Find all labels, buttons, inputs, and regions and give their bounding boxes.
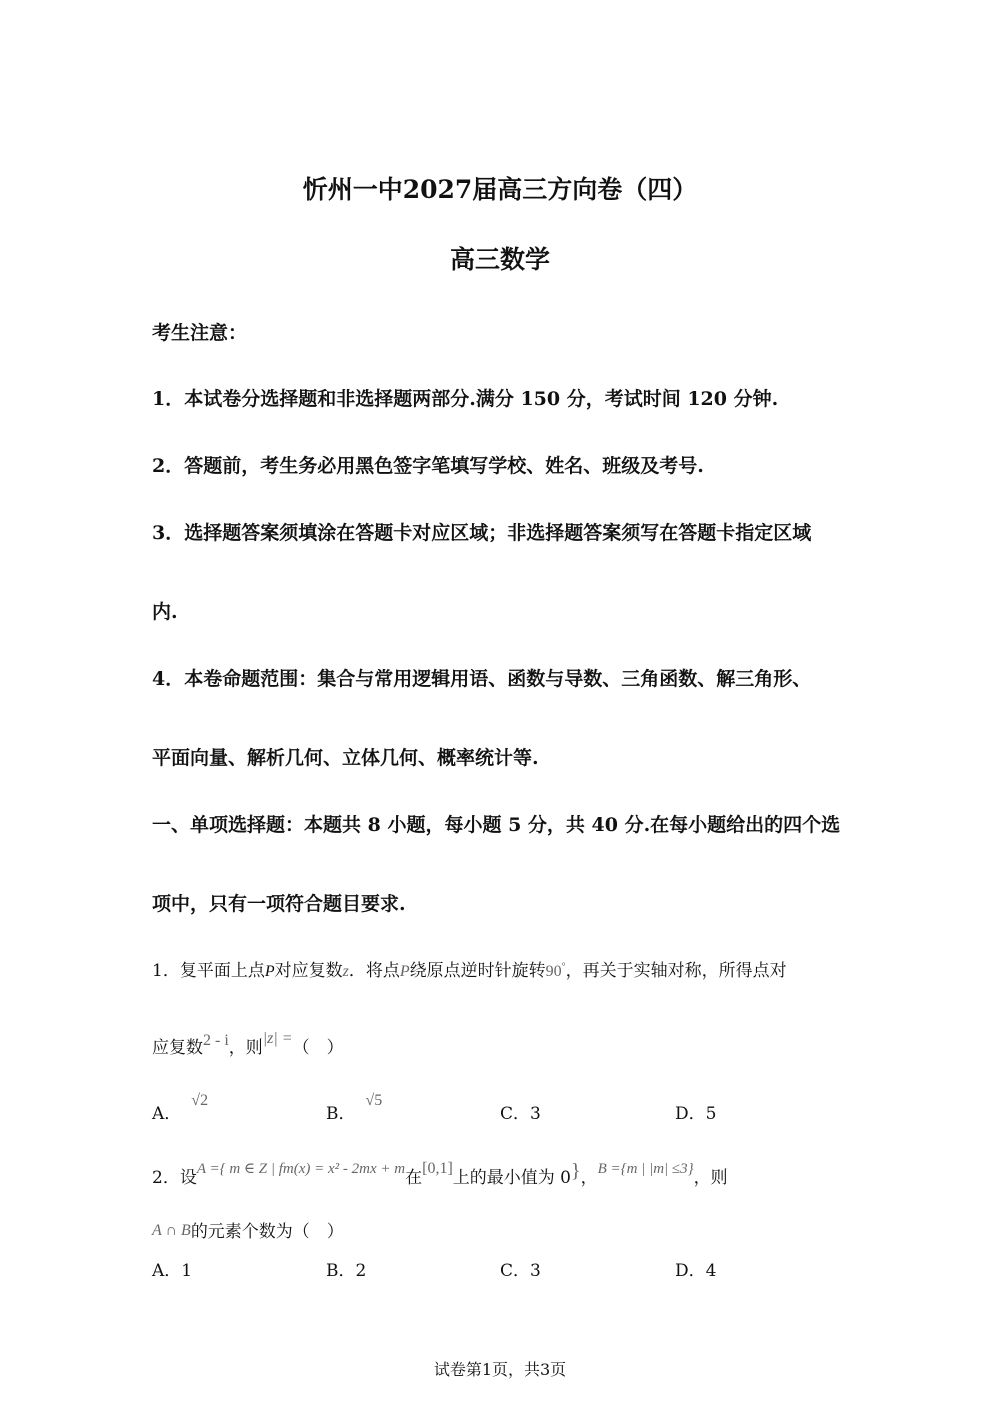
q2-option-c[interactable]: C．3: [500, 1261, 541, 1281]
q1-text: ．将点: [348, 961, 400, 981]
q1-angle: 90°: [545, 961, 566, 980]
q2-option-a[interactable]: A．1: [152, 1261, 193, 1281]
q1-option-d[interactable]: D．5: [675, 1104, 717, 1124]
notice-item-1: 1．本试卷分选择题和非选择题两部分.满分 150 分，考试时间 120 分钟.: [152, 388, 779, 410]
notice-item-4-line1: 4．本卷命题范围：集合与常用逻辑用语、函数与导数、三角函数、解三角形、: [152, 668, 812, 690]
q1-paren: （ ）: [292, 1038, 344, 1058]
q1-text: 1．复平面上点: [152, 961, 265, 981]
q1-point-p: P: [264, 963, 275, 980]
q1-z: z: [342, 963, 349, 980]
q2-set-a: A ={ m ∈ Z | fm(x) = x² - 2mx + m: [196, 1161, 406, 1177]
q1-option-b[interactable]: B．√5: [326, 1092, 383, 1124]
question-2-line2: [152, 1217, 344, 1242]
page-footer: 试卷第1页，共3页: [433, 1360, 567, 1379]
q1-text: ，则: [228, 1038, 263, 1058]
sqrt5: √5: [365, 1092, 383, 1109]
q1-text: 对应复数: [274, 961, 343, 981]
notice-heading: 考生注意：: [152, 322, 248, 344]
q1-abs-z: |z| =: [262, 1030, 293, 1047]
q2-text: 的元素个数为（ ）: [190, 1222, 344, 1242]
page-title: 忻州一中2027届高三方向卷（四）: [302, 175, 698, 204]
notice-item-2: 2．答题前，考生务必用黑色签字笔填写学校、姓名、班级及考号.: [152, 455, 704, 477]
q2-option-d[interactable]: D．4: [675, 1261, 717, 1281]
q2-text: 在: [405, 1168, 423, 1188]
page-subtitle: 高三数学: [449, 245, 550, 274]
q2-intersection: A ∩ B: [152, 1222, 191, 1239]
sqrt2: √2: [191, 1092, 209, 1109]
q1-point-p2: P: [399, 963, 410, 980]
notice-item-3-line1: 3．选择题答案须填涂在答题卡对应区域；非选择题答案须写在答题卡指定区域: [152, 522, 812, 544]
q2-interval: [0,1]: [422, 1160, 453, 1177]
question-2-line1: 2．设A ={ m ∈ Z | fm(x) = x² - 2mx + m在[0,1]上的最小值为 0}，B ={m | |m| ≤3}，则: [152, 1160, 728, 1188]
notice-item-3-line2: 内.: [152, 601, 178, 623]
q2-close-brace: }: [571, 1160, 581, 1182]
q1-option-c[interactable]: C．3: [500, 1104, 541, 1124]
question-1-line2: [152, 1030, 344, 1058]
q1-text: ，再关于实轴对称，所得点对: [565, 961, 787, 981]
q2-text: 2．设: [152, 1168, 197, 1188]
q1-option-a[interactable]: A．√2: [152, 1092, 209, 1124]
question-1-line1: [152, 956, 787, 981]
q1-value: 2 - i: [203, 1032, 229, 1049]
notice-item-4-line2: 平面向量、解析几何、立体几何、概率统计等.: [152, 747, 539, 769]
section-heading-line1: 一、单项选择题：本题共 8 小题，每小题 5 分，共 40 分.在每小题给出的四个选: [152, 814, 841, 836]
q2-text: 上的最小值为 0: [452, 1168, 571, 1188]
q2-text: ，则: [693, 1168, 728, 1188]
q2-set-b: B ={m | |m| ≤3}: [597, 1161, 694, 1177]
section-heading-line2: 项中，只有一项符合题目要求.: [152, 893, 406, 915]
q1-text: 绕原点逆时针旋转: [409, 961, 546, 981]
q1-text: 应复数: [152, 1038, 203, 1058]
q2-option-b[interactable]: B．2: [326, 1261, 367, 1281]
